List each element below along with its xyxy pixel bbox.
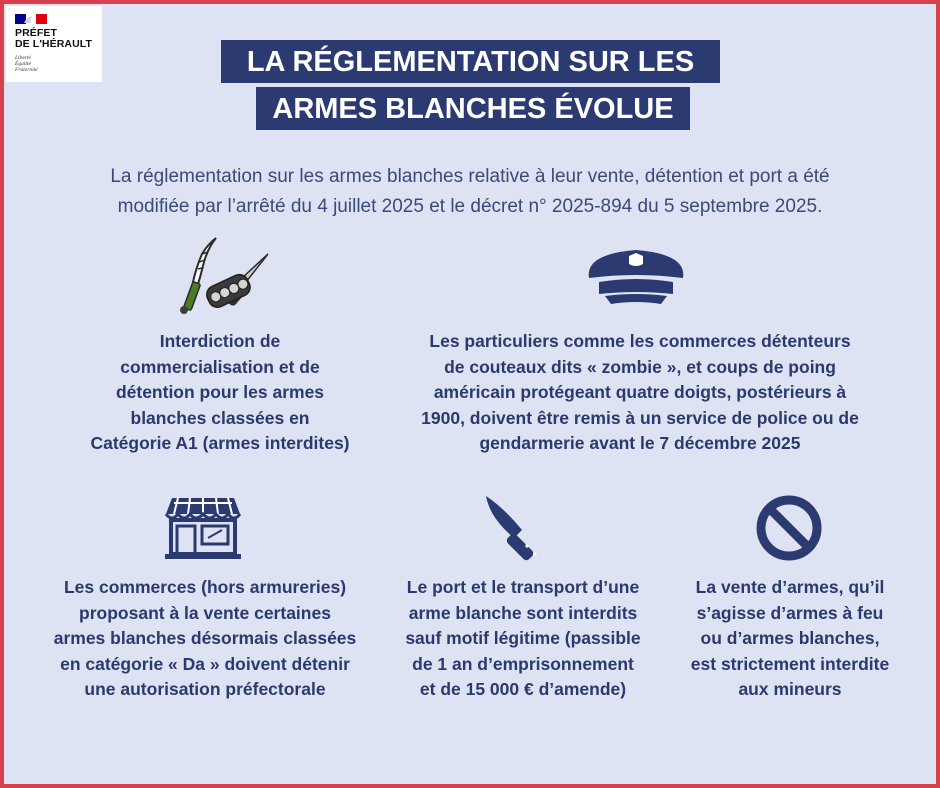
- block-line: de couteaux dits « zombie », et coups de poing: [444, 356, 836, 377]
- prefecture-name: [15, 28, 92, 50]
- motto-fraternite: Fraternité: [15, 67, 38, 73]
- block-zombie-knives: [400, 329, 880, 457]
- block-minors: [665, 575, 915, 703]
- page-title-line1: LA RÉGLEMENTATION SUR LES: [221, 40, 720, 83]
- block-line: blanches classées en: [130, 407, 310, 428]
- prefecture-name-line1: PRÉFET: [15, 27, 58, 39]
- motto-liberte: Liberté: [15, 55, 31, 61]
- intro-text: [60, 162, 880, 222]
- block-line: Le port et le transport d’une: [406, 577, 640, 597]
- block-line: Les commerces (hors armureries): [63, 577, 347, 597]
- block-line: armes blanches désormais classées: [53, 628, 357, 648]
- prefecture-logo: [6, 6, 102, 82]
- motto-egalite: Égalité: [15, 61, 31, 67]
- block-line: américain protégeant quatre doigts, postérieurs à: [433, 382, 847, 402]
- block-line: détention pour les armes: [115, 382, 325, 402]
- block-line: 1900, doivent être remis à un service de police ou de: [421, 407, 859, 428]
- block-line: proposant à la vente certaines: [79, 602, 331, 623]
- block-line: La vente d’armes, qu’il: [695, 577, 885, 597]
- marianne-flag-icon: [15, 14, 47, 24]
- block-line: est strictement interdite: [690, 653, 890, 674]
- police-cap-icon: [583, 246, 689, 306]
- prohibited-icon: [755, 494, 823, 562]
- weapons-icon: [160, 232, 275, 320]
- block-line: arme blanche sont interdits: [408, 602, 638, 623]
- block-line: de 1 an d’emprisonnement: [412, 653, 634, 674]
- block-line: ou d’armes blanches,: [700, 628, 880, 648]
- block-category-a1: [60, 329, 380, 457]
- intro-line2: modifiée par l’arrêté du 4 juillet 2025 et le décret n° 2025-894 du 5 septembre 2025.: [117, 196, 823, 217]
- shop-icon: [164, 494, 242, 562]
- block-line: aux mineurs: [738, 679, 842, 699]
- block-carry-transport: [388, 575, 658, 703]
- block-line: Interdiction de: [159, 331, 281, 351]
- block-line: et de 15 000 € d’amende): [419, 679, 627, 699]
- republic-motto: [15, 55, 38, 73]
- block-line: Les particuliers comme les commerces détenteurs: [429, 331, 851, 351]
- prefecture-name-line2: DE L'HÉRAULT: [15, 38, 92, 50]
- block-line: en catégorie « Da » doivent détenir: [60, 653, 350, 674]
- intro-line1: La réglementation sur les armes blanches relative à leur vente, détention et port a été: [110, 166, 830, 187]
- knife-icon: [484, 494, 548, 562]
- block-line: commercialisation et de: [120, 356, 320, 377]
- block-line: Catégorie A1 (armes interdites): [90, 433, 350, 453]
- block-line: une autorisation préfectorale: [84, 679, 326, 699]
- block-line: s’agisse d’armes à feu: [696, 602, 884, 623]
- block-line: sauf motif légitime (passible: [405, 628, 641, 648]
- block-line: gendarmerie avant le 7 décembre 2025: [479, 433, 801, 453]
- page-title-line2: ARMES BLANCHES ÉVOLUE: [256, 87, 690, 130]
- block-shops-category-da: [30, 575, 380, 703]
